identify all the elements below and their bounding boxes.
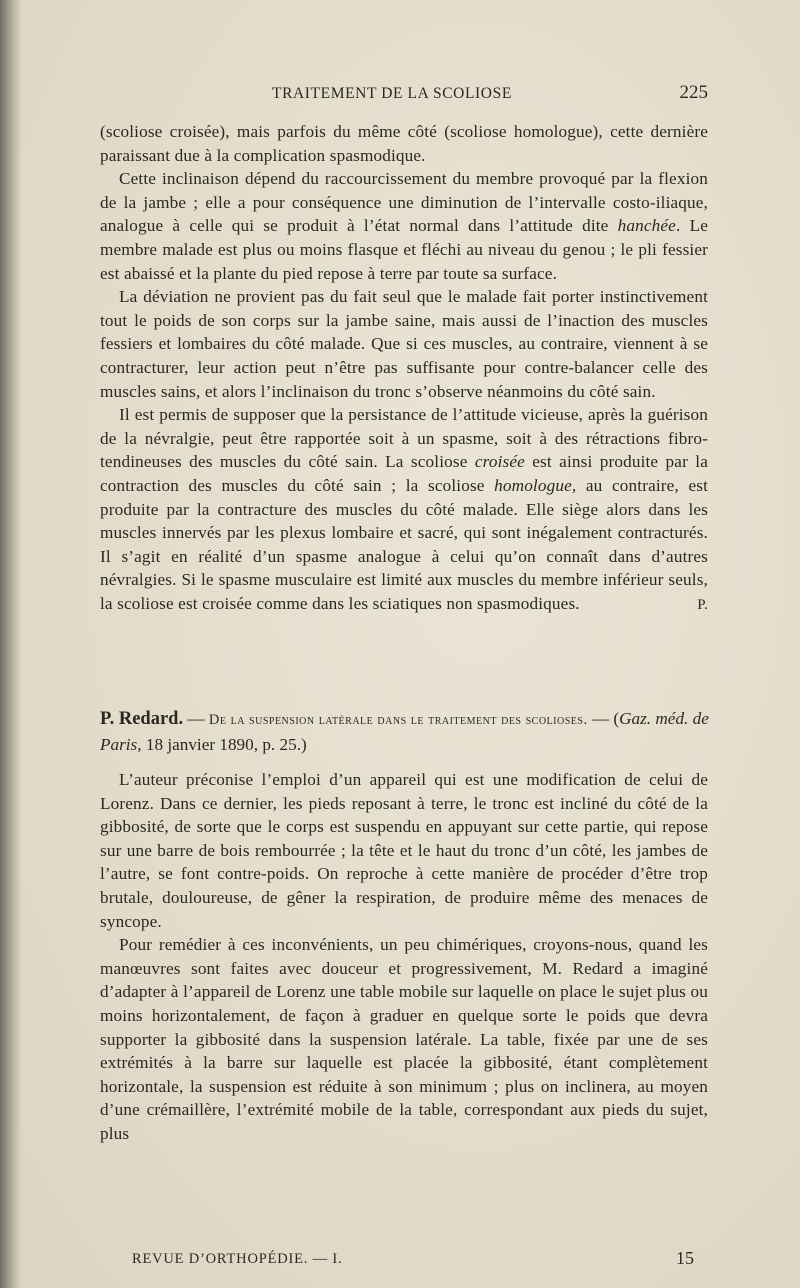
entry-dash: — ( (587, 709, 620, 728)
footer-journal: REVUE D’ORTHOPÉDIE. — I. (132, 1251, 343, 1267)
author-signature: P. (697, 596, 708, 613)
paragraph-text: Cette inclinaison dépend du raccourcissement du membre provoqué par la flexion de la jambe ; elle a pour conséquence une diminution de l’intervalle costo-iliaque, analogue à celle qui se produit à l’état normal dans l’attitude dite (100, 169, 708, 236)
paragraph (100, 403, 708, 615)
paragraph: (scoliose croisée), mais parfois du même côté (scoliose homologue), cette dernière paraissant due à la complication spasmodique. (100, 122, 708, 165)
entry-dash: — (183, 709, 209, 728)
paragraph-text: est ainsi produite par la contraction des muscles du côté sain ; la scoliose (100, 452, 708, 495)
entry-source: Gaz. méd. de Paris, (100, 709, 709, 754)
italic-term: homologue, (494, 475, 577, 495)
italic-term: hanchée (617, 216, 676, 236)
entry-date: 18 janvier 1890, p. 25.) (141, 734, 307, 754)
paragraph-text: au contraire, est produite par la contracture des muscles du côté malade. Elle siège alors dans les muscles innervés par les plexus lombaire et sacré, qui sont inégalement contracturés. Il s’agit en réalité d’un spasme analogue à celui qu’on connaît dans d’autres névralgies. Si le spasme musculaire est limité aux muscles du membre inférieur seuls, la scoliose est croisée comme dans les sciatiques non spasmodiques. (100, 475, 708, 613)
page-number: 225 (679, 82, 708, 103)
paragraph-text: Il est permis de supposer que la persistance de l’attitude vicieuse, après la guérison de la névralgie, peut être rapportée soit à un spasme, soit à des rétractions fibro-tendineuses des muscles du côté sain. La scoliose (100, 405, 708, 472)
paragraph-text: . Le membre malade est plus ou moins flasque et fléchi au niveau du genou ; le pli fessier est abaissé et la plante du pied repose à terre par toute sa surface. (100, 216, 709, 283)
book-spine-shadow (0, 0, 22, 1288)
running-title: TRAITEMENT DE LA SCOLIOSE (272, 85, 512, 102)
page-footer (132, 1248, 694, 1275)
running-header (130, 81, 708, 105)
entry-author: P. Redard. (100, 709, 184, 729)
article-body (100, 768, 708, 1146)
paragraph: La déviation ne provient pas du fait seul que le malade fait porter instinctivement tout le poids de son corps sur la jambe saine, mais aussi de l’inaction des muscles fessiers et lombaires du côté malade. Que si ces muscles, au contraire, viennent à se contracturer, leur action peut n’être pas suffisante pour contre-balancer celle des muscles sains, et alors l’inclinaison du tronc s’observe néanmoins du côté sain. (100, 287, 708, 401)
footer-signature: 15 (676, 1248, 694, 1268)
italic-term: croisée (474, 452, 525, 472)
entry-title: De la suspension latérale dans le traitement des scolioses. (208, 712, 588, 728)
paragraph (100, 167, 708, 285)
article-continuation (100, 120, 708, 617)
paragraph: Pour remédier à ces inconvénients, un peu chimériques, croyons-nous, quand les manœuvres sont faites avec douceur et progressivement, M. Redard a imaginé d’adapter à l’appareil de Lorenz une table mobile sur laquelle on place le sujet plus ou moins horizontalement, de façon à graduer en quelque sorte le poids que devra supporter la gibbosité dans la suspension latérale. La table, fixée par une de ses extrémités à la barre sur laquelle est placée la gibbosité, étant complètement horizontale, la suspension est réduite à son minimum ; plus on inclinera, au moyen d’une crémaillère, l’extrémité mobile de la table, correspondant aux pieds du sujet, plus (100, 935, 708, 1143)
paragraph: L’auteur préconise l’emploi d’un appareil qui est une modification de celui de Lorenz. Dans ce dernier, les pieds reposant à terre, le tronc est incliné du côté de la gibbosité, de sorte que le corps est suspendu en appuyant sur cette partie, qui repose sur une barre de bois rembourrée ; la tête et le haut du tronc d’un côté, les jambes de l’autre, se font contre-poids. On reproche à cette manière de procéder d’être trop brutale, douloureuse, de gêner la respiration, de produire même des menaces de syncope. (100, 770, 708, 931)
bibliographic-entry (100, 707, 710, 756)
